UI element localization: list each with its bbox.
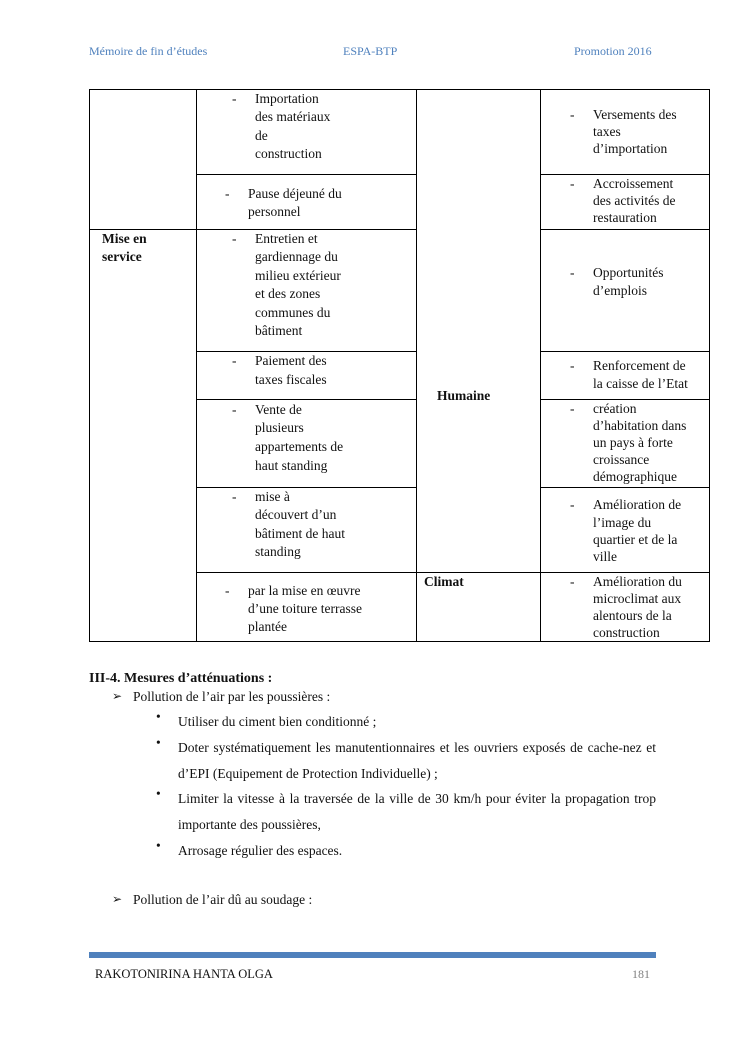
action-2-line1: Pause déjeuné du [248, 186, 342, 201]
impact-4-line2: la caisse de l’Etat [593, 376, 688, 391]
impact-5-line4: croissance [593, 452, 650, 467]
impact-dash: - [570, 265, 575, 280]
action-6-line3: bâtiment de haut [255, 526, 345, 541]
impact-cell-4 [540, 351, 710, 400]
action-cell-7 [196, 572, 417, 642]
milieu-humaine-cell [416, 89, 541, 573]
action-5-line1: Vente de [255, 402, 302, 417]
impact-cell-2 [540, 174, 710, 230]
impact-table [89, 89, 710, 642]
footer-bar [89, 952, 656, 958]
impact-dash: - [570, 497, 575, 512]
action-2-line2: personnel [248, 204, 301, 219]
impact-2-line2: des activités de [593, 193, 676, 208]
footer-author: RAKOTONIRINA HANTA OLGA [95, 967, 273, 981]
impact-5-line5: démographique [593, 469, 677, 484]
action-dash: - [225, 583, 230, 598]
impact-cell-5 [540, 399, 710, 488]
milieu-climat: Climat [424, 574, 464, 589]
action-1-line4: construction [255, 146, 322, 161]
impact-dash: - [570, 358, 575, 373]
measure-item-dust-text: Pollution de l’air par les poussières : [133, 689, 331, 704]
impact-5-line2: d’habitation dans [593, 418, 687, 433]
action-5-line2: plusieurs [255, 420, 304, 435]
phase-cell [89, 229, 197, 642]
impact-dash: - [570, 176, 575, 191]
impact-1-line2: taxes [593, 124, 621, 139]
action-cell-6 [196, 487, 417, 573]
bullet-text: Limiter la vitesse à la traversée de la ville de 30 km/h pour éviter la propagation trop importante des poussières, [178, 791, 656, 832]
action-cell-2 [196, 174, 417, 230]
action-cell-4 [196, 351, 417, 400]
bullet-text: Doter systématiquement les manutentionnaires et les ouvriers exposés de cache-nez et d’EPI (Equipement de Protection Individuelle) ; [178, 740, 656, 781]
action-3-line5: communes du [255, 305, 331, 320]
action-dash: - [225, 186, 230, 201]
impact-5-line3: un pays à forte [593, 435, 673, 450]
action-dash: - [232, 353, 237, 368]
impact-6-line4: ville [593, 549, 617, 564]
impact-3-line1: Opportunités [593, 265, 664, 280]
action-7-line2: d’une toiture terrasse [248, 601, 362, 616]
bullet-dot-icon: • [156, 735, 161, 750]
impact-2-line3: restauration [593, 210, 657, 225]
action-cell-5 [196, 399, 417, 488]
impact-7-line2: microclimat aux [593, 591, 682, 606]
impact-3-line2: d’emplois [593, 283, 647, 298]
page-number: 181 [632, 967, 650, 981]
action-cell-3 [196, 229, 417, 352]
impact-7-line1: Amélioration du [593, 574, 682, 589]
section-title: III-4. Mesures d’atténuations : [89, 671, 273, 686]
arrow-bullet-icon: ➢ [112, 689, 123, 703]
impact-1-line3: d’importation [593, 141, 668, 156]
impact-dash: - [570, 107, 575, 122]
bullet-text: Arrosage régulier des espaces. [178, 843, 343, 858]
action-6-line2: découvert d’un [255, 507, 337, 522]
action-4-line1: Paiement des [255, 353, 327, 368]
action-6-line4: standing [255, 544, 301, 559]
milieu-humaine: Humaine [437, 388, 491, 403]
action-6-line1: mise à [255, 489, 290, 504]
action-5-line4: haut standing [255, 458, 328, 473]
impact-6-line3: quartier et de la [593, 532, 678, 547]
action-cell-1 [196, 89, 417, 175]
action-5-line3: appartements de [255, 439, 344, 454]
measure-item-welding-text: Pollution de l’air dû au soudage : [133, 892, 313, 907]
action-7-line1: par la mise en œuvre [248, 583, 361, 598]
bullet-dot-icon: • [156, 709, 161, 724]
action-3-line1: Entretien et [255, 231, 318, 246]
bullet-dot-icon: • [156, 786, 161, 801]
impact-2-line1: Accroissement [593, 176, 674, 191]
action-1-line3: de [255, 128, 268, 143]
action-3-line3: milieu extérieur [255, 268, 341, 283]
action-7-line3: plantée [248, 619, 287, 634]
impact-6-line2: l’image du [593, 515, 652, 530]
action-dash: - [232, 231, 237, 246]
action-1-line2: des matériaux [255, 109, 331, 124]
impact-7-line3: alentours de la [593, 608, 672, 623]
action-4-line2: taxes fiscales [255, 372, 327, 387]
bullet-text: Utiliser du ciment bien conditionné ; [178, 714, 377, 729]
milieu-climat-cell [416, 572, 541, 642]
impact-cell-3 [540, 229, 710, 352]
impact-dash: - [570, 574, 575, 589]
header-promotion: Promotion 2016 [574, 44, 652, 58]
impact-cell-6 [540, 487, 710, 573]
bullet-dot-icon: • [156, 838, 161, 853]
impact-1-line1: Versements des [593, 107, 677, 122]
impact-6-line1: Amélioration de [593, 497, 682, 512]
arrow-bullet-icon: ➢ [112, 892, 123, 906]
action-3-line6: bâtiment [255, 323, 303, 338]
action-3-line2: gardiennage du [255, 249, 338, 264]
impact-4-line1: Renforcement de [593, 358, 686, 373]
impact-7-line4: construction [593, 625, 660, 640]
impact-5-line1: création [593, 401, 637, 416]
action-dash: - [232, 91, 237, 106]
action-dash: - [232, 489, 237, 504]
header-memoire: Mémoire de fin d’études [89, 44, 208, 58]
phase-cell-top [89, 89, 197, 230]
header-school: ESPA-BTP [343, 44, 398, 58]
impact-cell-1 [540, 89, 710, 175]
action-3-line4: et des zones [255, 286, 321, 301]
phase-label-line1: Mise en [102, 231, 147, 246]
phase-label-line2: service [102, 249, 142, 264]
impact-cell-7 [540, 572, 710, 642]
action-dash: - [232, 402, 237, 417]
impact-dash: - [570, 401, 575, 416]
action-1-line1: Importation [255, 91, 319, 106]
